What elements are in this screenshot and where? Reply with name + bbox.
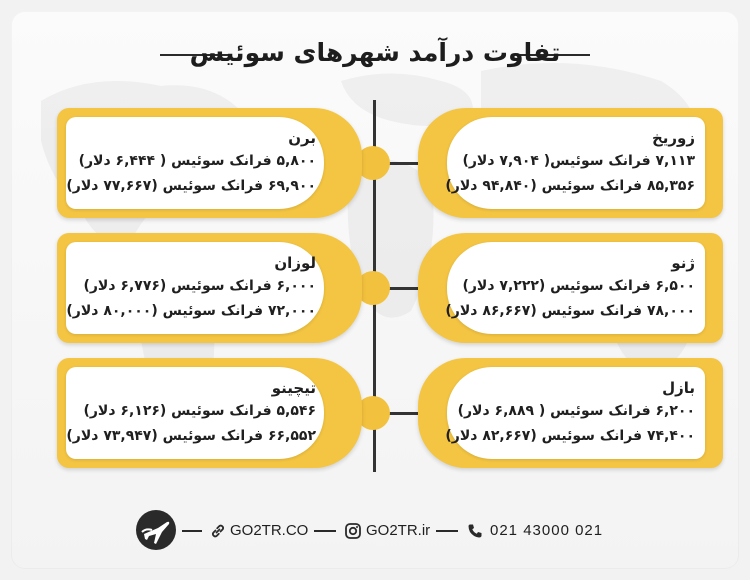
city-card-basel	[418, 358, 723, 468]
instagram-icon	[344, 522, 362, 540]
city-card-lausanne	[57, 233, 362, 343]
city-card-body	[66, 117, 324, 209]
phone-icon	[466, 522, 484, 540]
city-name: ژنو	[671, 254, 695, 272]
monthly-income: ۶,۲۰۰ فرانک سوئیس ( ۶,۸۸۹ دلار)	[457, 403, 695, 419]
annual-income: ۶۶,۵۵۲ فرانک سوئیس (۷۳,۹۴۷ دلار)	[66, 428, 316, 444]
city-name: برن	[288, 129, 316, 147]
city-card-geneva	[418, 233, 723, 343]
annual-income: ۷۸,۰۰۰ فرانک سوئیس (۸۶,۶۶۷ دلار)	[445, 303, 695, 319]
monthly-income: ۷,۱۱۳ فرانک سوئیس( ۷,۹۰۴ دلار)	[462, 153, 695, 169]
city-name: بازل	[662, 379, 695, 397]
footer-divider	[436, 530, 458, 532]
annual-income: ۷۴,۴۰۰ فرانک سوئیس (۸۲,۶۶۷ دلار)	[445, 428, 695, 444]
footer	[0, 510, 750, 550]
city-card-ticino	[57, 358, 362, 468]
instagram-link[interactable]: GO2TR.ir	[366, 522, 431, 539]
city-name: تیچینو	[271, 379, 316, 397]
annual-income: ۶۹,۹۰۰ فرانک سوئیس (۷۷,۶۶۷ دلار)	[66, 178, 316, 194]
city-card-body	[447, 242, 705, 334]
annual-income: ۸۵,۳۵۶ فرانک سوئیس (۹۴,۸۴۰ دلار)	[445, 178, 695, 194]
monthly-income: ۵,۵۴۶ فرانک سوئیس (۶,۱۲۶ دلار)	[83, 403, 316, 419]
city-name: لوزان	[274, 254, 316, 272]
city-card-body	[447, 117, 705, 209]
footer-divider	[314, 530, 336, 532]
city-card-body	[66, 242, 324, 334]
annual-income: ۷۲,۰۰۰ فرانک سوئیس (۸۰,۰۰۰ دلار)	[66, 303, 316, 319]
website-link[interactable]: GO2TR.CO	[230, 522, 309, 539]
city-card-bern	[57, 108, 362, 218]
title-area	[0, 34, 750, 74]
city-name: زوریخ	[651, 129, 695, 147]
city-card-zurich	[418, 108, 723, 218]
phone-number[interactable]: 021 43000 021	[490, 522, 604, 539]
city-card-body	[447, 367, 705, 459]
footer-divider	[182, 530, 202, 532]
city-card-body	[66, 367, 324, 459]
link-icon	[209, 522, 227, 540]
plane-logo-icon[interactable]	[136, 510, 176, 550]
page-title: تفاوت درآمد شهرهای سوئیس	[189, 38, 561, 67]
monthly-income: ۶,۰۰۰ فرانک سوئیس (۶,۷۷۶ دلار)	[83, 278, 316, 294]
monthly-income: ۶,۵۰۰ فرانک سوئیس (۷,۲۲۲ دلار)	[462, 278, 695, 294]
monthly-income: ۵,۸۰۰ فرانک سوئیس ( ۶,۴۴۴ دلار)	[78, 153, 316, 169]
